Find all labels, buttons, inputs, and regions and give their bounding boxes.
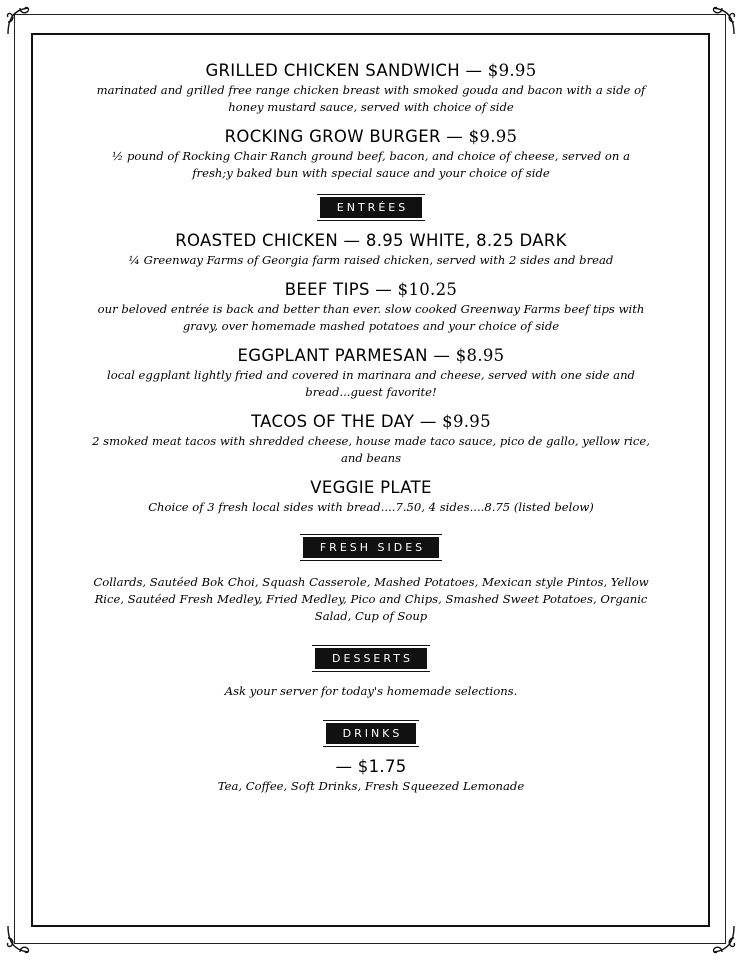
item-title: EGGPLANT PARMESAN — $8.95: [237, 346, 505, 365]
item-price: $9.95: [468, 127, 518, 146]
menu-item: [60, 60, 682, 116]
drinks-text: Tea, Coffee, Soft Drinks, Fresh Squeezed Lemonade: [217, 779, 525, 793]
menu-item: [60, 230, 682, 269]
section-header: [60, 536, 682, 558]
item-description: our beloved entrée is back and better than ever. slow cooked Greenway Farms beef tips with gravy, over homemade mashed potatoes and your choice of side: [97, 302, 645, 333]
item-title: ROASTED CHICKEN — 8.95 WHITE, 8.25 DARK: [175, 231, 567, 250]
menu-content: [60, 60, 682, 795]
corner-flourish-icon: [4, 4, 38, 38]
item-description: 2 smoked meat tacos with shredded cheese, house made taco sauce, pico de gallo, yellow rice, and beans: [92, 434, 650, 465]
entrees-banner: ENTRÉES: [320, 197, 422, 218]
item-title: ROCKING GROW BURGER — $9.95: [224, 127, 518, 146]
item-price: 8.95 WHITE, 8.25 DARK: [365, 231, 567, 250]
corner-flourish-icon: [704, 922, 738, 956]
drinks-price: — $1.75: [335, 757, 407, 776]
item-price: $9.95: [442, 412, 491, 431]
item-title: VEGGIE PLATE: [310, 478, 432, 497]
fresh-sides-banner: FRESH SIDES: [303, 537, 439, 558]
item-price: $10.25: [397, 280, 458, 299]
item-description: Choice of 3 fresh local sides with bread....7.50, 4 sides....8.75 (listed below): [148, 500, 594, 514]
menu-item: [60, 126, 682, 182]
item-title: GRILLED CHICKEN SANDWICH — $9.95: [205, 61, 537, 80]
corner-flourish-icon: [704, 4, 738, 38]
section-header: [60, 722, 682, 744]
section-header: [60, 196, 682, 218]
item-description: ¼ Greenway Farms of Georgia farm raised chicken, served with 2 sides and bread: [128, 253, 614, 267]
sides-list: Collards, Sautéed Bok Choi, Squash Casserole, Mashed Potatoes, Mexican style Pintos, Yellow Rice, Sautéed Fresh Medley, Fried Medley, Pico and Chips, Smashed Sweet Potatoes, Organic Salad, Cup of Soup: [93, 575, 649, 623]
item-description: local eggplant lightly fried and covered in marinara and cheese, served with one side and bread...guest favorite!: [107, 368, 635, 399]
menu-item: [60, 345, 682, 401]
item-price: $8.95: [455, 346, 505, 365]
item-price: $9.95: [487, 61, 537, 80]
corner-flourish-icon: [4, 922, 38, 956]
item-description: marinated and grilled free range chicken breast with smoked gouda and bacon with a side of honey mustard sauce, served with choice of side: [96, 83, 646, 114]
drinks-banner: DRINKS: [326, 723, 417, 744]
menu-item: [60, 477, 682, 516]
item-title: TACOS OF THE DAY — $9.95: [251, 412, 491, 431]
menu-item: [60, 411, 682, 467]
item-title: BEEF TIPS — $10.25: [284, 280, 458, 299]
item-description: ½ pound of Rocking Chair Ranch ground beef, bacon, and choice of cheese, served on a fresh;y baked bun with special sauce and your choice of side: [112, 149, 630, 180]
section-header: [60, 647, 682, 669]
desserts-text: Ask your server for today's homemade selections.: [224, 684, 518, 698]
menu-item: [60, 279, 682, 335]
desserts-banner: DESSERTS: [315, 648, 427, 669]
